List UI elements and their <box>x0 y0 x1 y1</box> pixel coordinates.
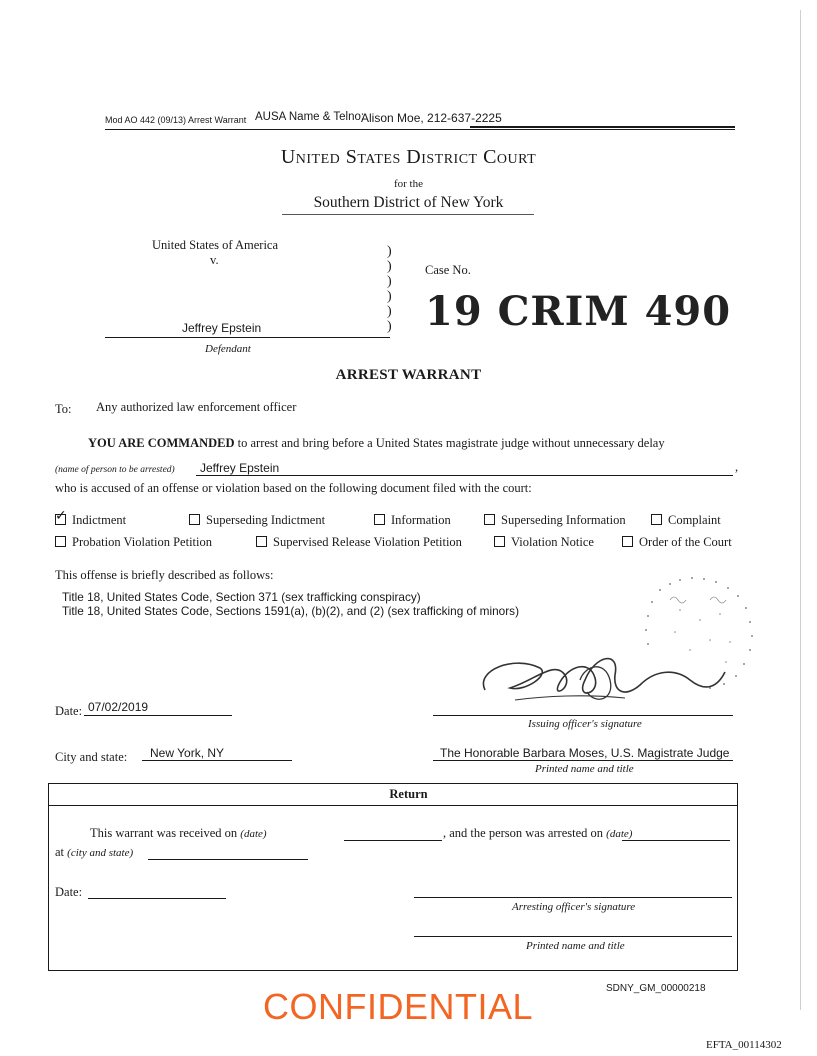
arrested-sentence <box>443 826 632 841</box>
header-rule <box>105 129 735 130</box>
arrested-date-hint: (date) <box>606 828 633 840</box>
printed-name-line <box>433 760 733 761</box>
checkbox-information-label: Information <box>391 513 451 527</box>
checkbox-superseding-information-box[interactable] <box>484 514 495 525</box>
confidential-watermark: CONFIDENTIAL <box>263 986 534 1027</box>
offense-line-1: Title 18, United States Code, Section 371 (sex trafficking conspiracy) <box>62 590 421 604</box>
city-label: City and state: <box>55 750 128 764</box>
checkbox-information-box[interactable] <box>374 514 385 525</box>
defendant-label: Defendant <box>205 343 251 355</box>
checkbox-superseding-information[interactable] <box>484 513 626 528</box>
at-label: at <box>55 845 65 859</box>
received-date-line[interactable] <box>344 840 442 841</box>
person-line <box>196 475 733 476</box>
scan-edge-line <box>800 10 801 1010</box>
at-sentence <box>55 845 133 860</box>
received-text: This warrant was received on <box>90 826 238 840</box>
for-the: for the <box>393 178 423 190</box>
arrested-text: , and the person was arrested on <box>443 826 604 840</box>
date-value: 07/02/2019 <box>88 700 149 714</box>
city-value: New York, NY <box>150 746 225 760</box>
case-number-stamp: 19 CRIM 490 <box>425 288 732 335</box>
return-date-line[interactable] <box>88 898 226 899</box>
command-bold: YOU ARE COMMANDED <box>88 436 235 450</box>
checkbox-supervised-release[interactable] <box>256 535 462 550</box>
plaintiff: United States of America <box>152 238 279 252</box>
checkbox-supervised-release-box[interactable] <box>256 536 267 547</box>
checkbox-violation-notice-label: Violation Notice <box>511 535 594 549</box>
header-rule-thick <box>470 126 735 128</box>
return-title-rule <box>48 805 738 806</box>
to-label: To: <box>55 402 72 416</box>
checkbox-order-of-court[interactable] <box>622 535 732 550</box>
to-value: Any authorized law enforcement officer <box>96 400 297 414</box>
case-no-label: Case No. <box>425 263 471 277</box>
arresting-signature-line[interactable] <box>414 897 732 898</box>
offense-line-2: Title 18, United States Code, Sections 1591(a), (b)(2), and (2) (sex trafficking of minors) <box>62 604 519 618</box>
court-name: United States District Court <box>280 146 537 168</box>
defendant-name: Jeffrey Epstein <box>182 321 262 335</box>
offense-intro: This offense is briefly described as follows: <box>55 568 274 582</box>
issuing-officer-signature-image <box>455 630 755 720</box>
district-name: Southern District of New York <box>313 194 504 211</box>
district-rule <box>282 214 534 215</box>
at-city-hint: (city and state) <box>67 847 134 859</box>
accused-text: who is accused of an offense or violation based on the following document filed with the court: <box>55 481 532 495</box>
form-id: Mod AO 442 (09/13) Arrest Warrant <box>105 115 247 125</box>
versus: v. <box>210 253 219 267</box>
checkbox-complaint-box[interactable] <box>651 514 662 525</box>
efta-number: EFTA_00114302 <box>706 1039 782 1051</box>
checkbox-supervised-release-label: Supervised Release Violation Petition <box>273 535 462 549</box>
date-label: Date: <box>55 704 83 718</box>
warrant-title: ARREST WARRANT <box>335 367 482 383</box>
received-date-hint: (date) <box>240 828 267 840</box>
checkbox-order-of-court-label: Order of the Court <box>639 535 732 549</box>
checkbox-indictment[interactable] <box>55 513 126 528</box>
checkbox-superseding-indictment[interactable] <box>189 513 325 528</box>
checkbox-complaint[interactable] <box>651 513 721 528</box>
date-line <box>84 715 232 716</box>
return-printed-name-line[interactable] <box>414 936 732 937</box>
checkbox-superseding-indictment-label: Superseding Indictment <box>206 513 326 527</box>
command-sentence <box>88 436 665 451</box>
arrested-date-line[interactable] <box>622 840 730 841</box>
person-label: (name of person to be arrested) <box>55 465 175 475</box>
at-city-line[interactable] <box>148 859 308 860</box>
return-title: Return <box>389 787 428 801</box>
city-line <box>142 760 292 761</box>
checkbox-probation-violation[interactable] <box>55 535 212 550</box>
issuing-signature-caption: Issuing officer's signature <box>528 718 642 730</box>
issuing-signature-line <box>433 715 733 716</box>
checkbox-violation-notice-box[interactable] <box>494 536 505 547</box>
checkbox-order-of-court-box[interactable] <box>622 536 633 547</box>
checkbox-violation-notice[interactable] <box>494 535 594 550</box>
return-printed-name-caption: Printed name and title <box>526 940 625 952</box>
return-box <box>48 783 738 971</box>
checkbox-probation-violation-label: Probation Violation Petition <box>72 535 212 549</box>
defendant-rule <box>105 337 390 338</box>
checkbox-complaint-label: Complaint <box>668 513 721 527</box>
checkbox-probation-violation-box[interactable] <box>55 536 66 547</box>
command-rest: to arrest and bring before a United States magistrate judge without unnecessary delay <box>234 436 665 450</box>
printed-name-value: The Honorable Barbara Moses, U.S. Magistrate Judge <box>440 746 730 760</box>
checkbox-indictment-box[interactable] <box>55 514 66 525</box>
bates-number: SDNY_GM_00000218 <box>606 983 706 994</box>
person-value: Jeffrey Epstein <box>200 461 280 475</box>
checkbox-information[interactable] <box>374 513 451 528</box>
checkbox-superseding-indictment-box[interactable] <box>189 514 200 525</box>
ausa-label: AUSA Name & Telno: <box>255 111 365 123</box>
arresting-signature-caption: Arresting officer's signature <box>512 901 636 913</box>
return-date-label: Date: <box>55 885 83 899</box>
ausa-value: Alison Moe, 212-637-2225 <box>361 111 502 125</box>
printed-name-caption: Printed name and title <box>535 763 634 775</box>
checkbox-superseding-information-label: Superseding Information <box>501 513 626 527</box>
checkbox-indictment-label: Indictment <box>72 513 127 527</box>
received-sentence <box>90 826 267 841</box>
person-comma: , <box>735 460 739 474</box>
